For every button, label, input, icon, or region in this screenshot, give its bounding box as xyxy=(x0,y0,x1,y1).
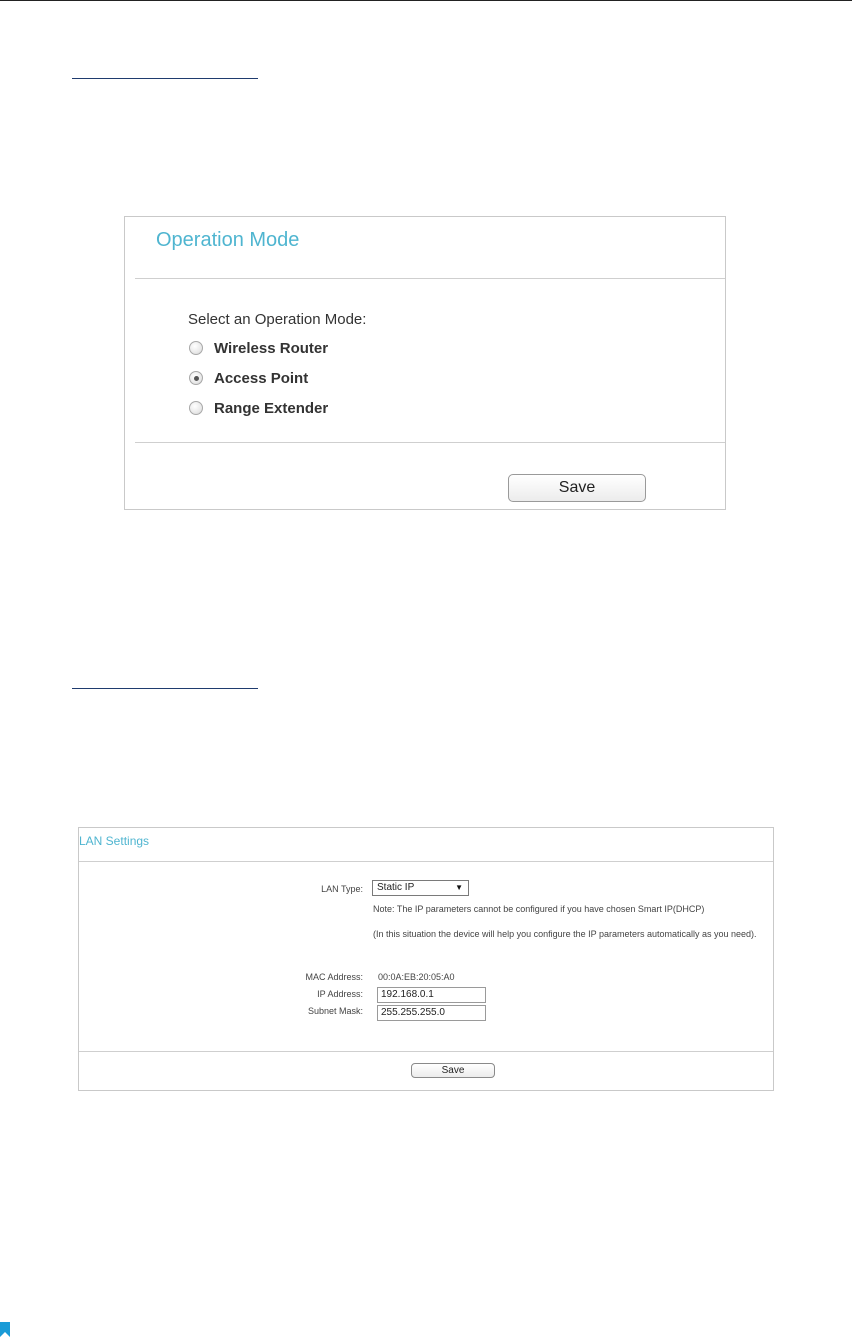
panel-title: LAN Settings xyxy=(79,834,150,848)
radio-button-selected[interactable] xyxy=(189,371,203,385)
save-button[interactable]: Save xyxy=(411,1063,495,1078)
subnet-mask-label: Subnet Mask: xyxy=(307,1006,363,1016)
operation-mode-prompt: Select an Operation Mode: xyxy=(188,311,367,328)
bookmark-icon xyxy=(0,1322,10,1337)
save-button[interactable]: Save xyxy=(508,474,646,502)
panel-divider xyxy=(79,1051,773,1052)
lan-note-detail: (In this situation the device will help you configure the IP parameters automatically as you need). xyxy=(373,929,757,939)
panel-divider xyxy=(135,442,725,443)
radio-button[interactable] xyxy=(189,401,203,415)
radio-option-label: Access Point xyxy=(214,369,309,387)
radio-option-range-extender[interactable] xyxy=(189,397,328,419)
panel-divider xyxy=(135,278,725,279)
lan-type-value: Static IP xyxy=(377,882,415,893)
section-heading-rule xyxy=(72,688,258,689)
panel-title: Operation Mode xyxy=(156,229,300,251)
mac-address-label: MAC Address: xyxy=(305,972,363,982)
radio-option-wireless-router[interactable] xyxy=(189,337,328,359)
radio-option-label: Wireless Router xyxy=(214,339,329,357)
radio-option-access-point[interactable] xyxy=(189,367,308,389)
lan-note: Note: The IP parameters cannot be configured if you have chosen Smart IP(DHCP) xyxy=(373,904,705,914)
lan-type-select[interactable] xyxy=(372,880,469,896)
page-top-rule xyxy=(0,0,852,1)
subnet-mask-input[interactable]: 255.255.255.0 xyxy=(377,1005,486,1021)
radio-button[interactable] xyxy=(189,341,203,355)
radio-option-label: Range Extender xyxy=(214,399,329,417)
lan-type-label: LAN Type: xyxy=(321,884,363,894)
operation-mode-panel xyxy=(124,216,726,510)
ip-address-label: IP Address: xyxy=(317,989,363,999)
ip-address-input[interactable]: 192.168.0.1 xyxy=(377,987,486,1003)
mac-address-value: 00:0A:EB:20:05:A0 xyxy=(378,972,455,982)
dropdown-arrow-icon: ▼ xyxy=(455,883,463,892)
lan-settings-panel xyxy=(78,827,774,1091)
section-heading-rule xyxy=(72,78,258,79)
panel-divider xyxy=(79,861,773,862)
